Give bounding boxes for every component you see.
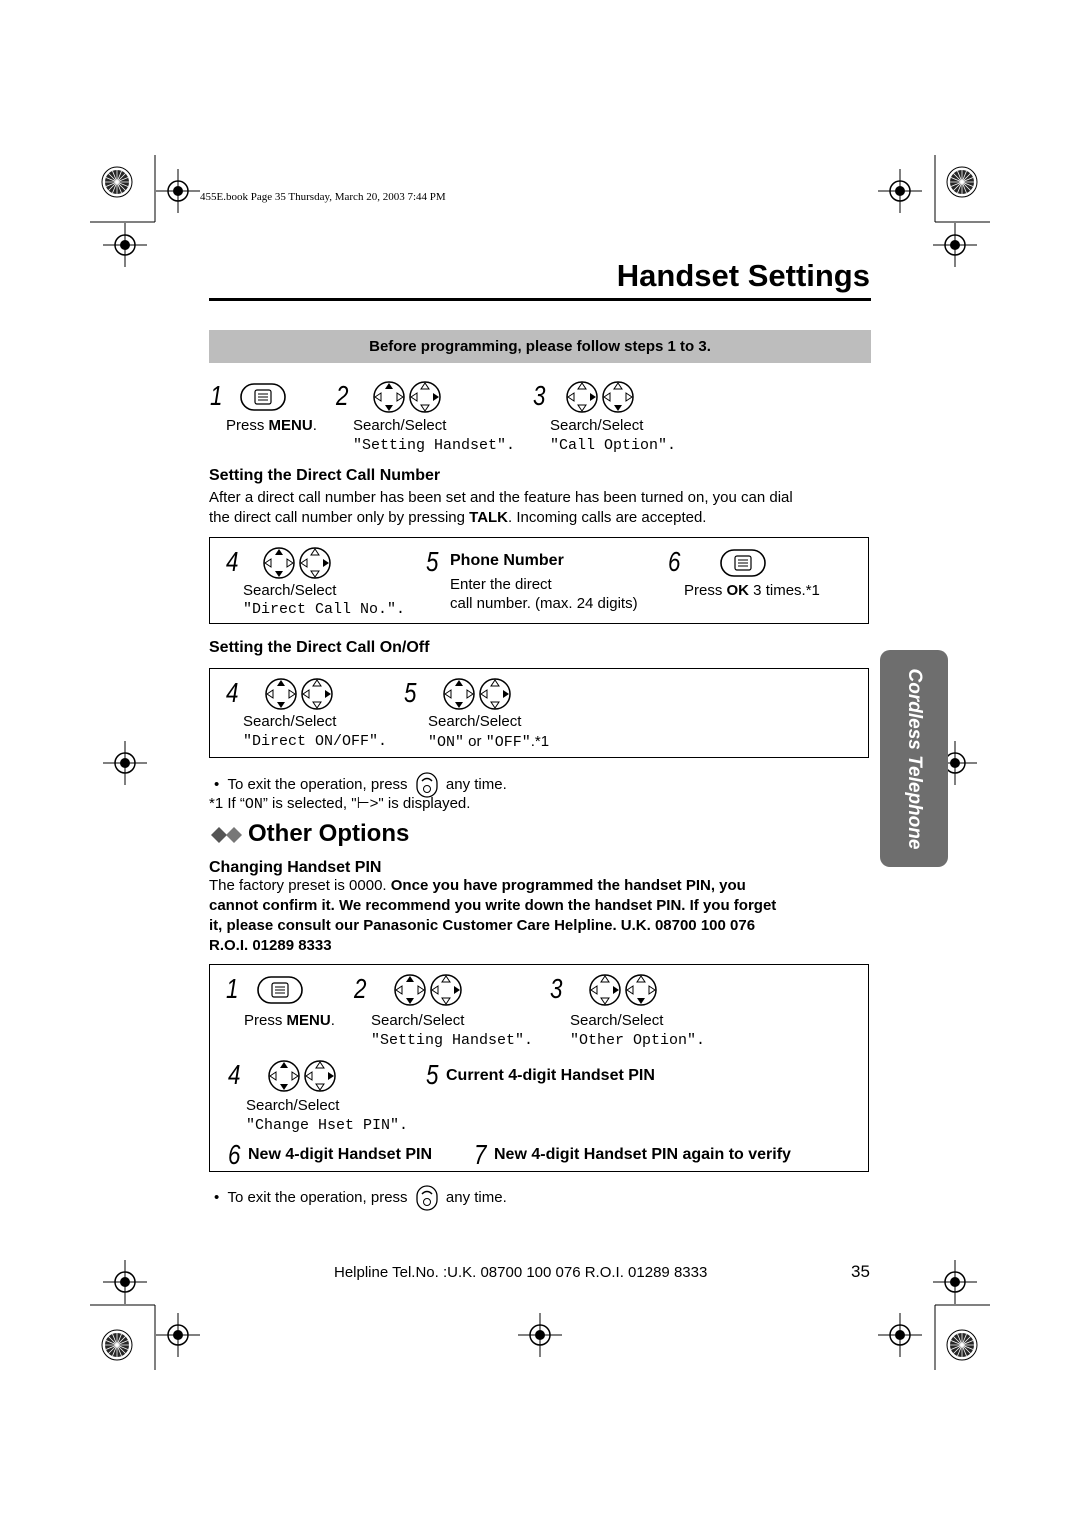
pin-step7-text: New 4-digit Handset PIN again to verify: [494, 1146, 791, 1163]
pin-step2-label: Search/Select: [371, 1012, 465, 1029]
title-rule: [209, 298, 871, 301]
side-tab-label: Cordless Telephone: [904, 668, 925, 849]
navigator-key-icon: [372, 380, 444, 414]
step1-label: Press MENU.: [226, 417, 317, 434]
step-number-1: 1: [210, 380, 223, 411]
bullet: •: [214, 1188, 220, 1206]
pin-para-line-1: The factory preset is 0000. Once you have programmed the handset PIN, you: [209, 877, 746, 894]
navigator-key-icon: [264, 677, 336, 711]
step5-line-1: Enter the direct: [450, 576, 552, 593]
step4-label: Search/Select: [243, 713, 337, 730]
navigator-key-icon: [393, 973, 465, 1007]
before-programming-bar: Before programming, please follow steps 1 to 3.: [209, 330, 871, 363]
pin-para-line-4: R.O.I. 01289 8333: [209, 937, 332, 954]
step2-label: Search/Select: [353, 417, 447, 434]
step-number-7: 7: [474, 1139, 487, 1170]
navigator-key-icon: [267, 1059, 339, 1093]
other-options-title: Other Options: [248, 820, 410, 847]
pin-steps-box: [209, 964, 869, 1172]
step-number-5: 5: [426, 546, 439, 577]
exit-note: • To exit the operation, press any time.: [214, 772, 507, 798]
pin-step3-label: Search/Select: [570, 1012, 664, 1029]
header-stamp: 455E.book Page 35 Thursday, March 20, 2003 7:44 PM: [200, 191, 446, 203]
step-number-3: 3: [533, 380, 546, 411]
step-number-6: 6: [668, 546, 681, 577]
direct-call-indicator-icon: ⊢>: [356, 795, 379, 812]
step4-value: "Direct ON/OFF".: [243, 733, 388, 750]
navigator-key-icon: [588, 973, 660, 1007]
footer-helpline: Helpline Tel.No. :U.K. 08700 100 076 R.O.I. 01289 8333: [334, 1264, 708, 1281]
menu-button-icon: [257, 976, 303, 1004]
step-number-2: 2: [354, 973, 367, 1004]
step4-label: Search/Select: [243, 582, 337, 599]
step5-value: "ON" or "OFF".*1: [428, 733, 550, 751]
direct-onoff-box: [209, 668, 869, 758]
pin-step1-label: Press MENU.: [244, 1012, 335, 1029]
step-number-3: 3: [550, 973, 563, 1004]
direct-onoff-heading: Setting the Direct Call On/Off: [209, 639, 430, 656]
pin-step5-text: Current 4-digit Handset PIN: [446, 1067, 655, 1084]
footnote-1: *1 If “ON” is selected, "⊢>" is displayed.: [209, 795, 471, 813]
step5-line-2: call number. (max. 24 digits): [450, 595, 638, 612]
pin-step6-text: New 4-digit Handset PIN: [248, 1146, 433, 1163]
navigator-key-icon: [442, 677, 514, 711]
pin-step3-value: "Other Option".: [570, 1032, 706, 1049]
step-number-5: 5: [426, 1059, 439, 1090]
step6-label: Press OK 3 times.*1: [684, 582, 820, 599]
direct-number-heading: Setting the Direct Call Number: [209, 467, 441, 484]
step2-value: "Setting Handset".: [353, 437, 516, 454]
navigator-key-icon: [565, 380, 637, 414]
step4-value: "Direct Call No.".: [243, 601, 406, 618]
navigator-key-icon: [262, 546, 334, 580]
step-number-4: 4: [226, 546, 239, 577]
page-title: Handset Settings: [616, 258, 870, 293]
step-number-1: 1: [226, 973, 239, 1004]
bullet: •: [214, 775, 220, 793]
pin-para-line-2: cannot confirm it. We recommend you write down the handset PIN. If you forget: [209, 897, 777, 914]
step-number-2: 2: [336, 380, 349, 411]
direct-number-box: [209, 537, 869, 624]
pin-step2-value: "Setting Handset".: [371, 1032, 534, 1049]
pin-exit-note: • To exit the operation, press any time.: [214, 1185, 507, 1211]
step-number-5: 5: [404, 677, 417, 708]
pin-step4-value: "Change Hset PIN".: [246, 1117, 409, 1134]
page-number: 35: [851, 1262, 870, 1281]
pin-para-line-3: it, please consult our Panasonic Customer Care Helpline. U.K. 08700 100 076: [209, 917, 756, 934]
step-number-6: 6: [228, 1139, 241, 1170]
ok-button-icon: [720, 549, 766, 577]
pin-step4-label: Search/Select: [246, 1097, 340, 1114]
menu-button-icon: [240, 383, 286, 411]
direct-number-para-line-2: the direct call number only by pressing TALK. Incoming calls are accepted.: [209, 509, 707, 526]
diamond-bullet-icon: [210, 826, 246, 844]
direct-number-para-line-1: After a direct call number has been set and the feature has been turned on, you can dial: [209, 489, 793, 506]
step5-label: Search/Select: [428, 713, 522, 730]
step-number-4: 4: [226, 677, 239, 708]
step3-label: Search/Select: [550, 417, 644, 434]
section-side-tab: [880, 650, 948, 867]
off-button-icon: [416, 1185, 438, 1211]
pin-heading: Changing Handset PIN: [209, 859, 382, 876]
step3-value: "Call Option".: [550, 437, 677, 454]
step-number-4: 4: [228, 1059, 241, 1090]
step5-title: Phone Number: [450, 552, 564, 569]
